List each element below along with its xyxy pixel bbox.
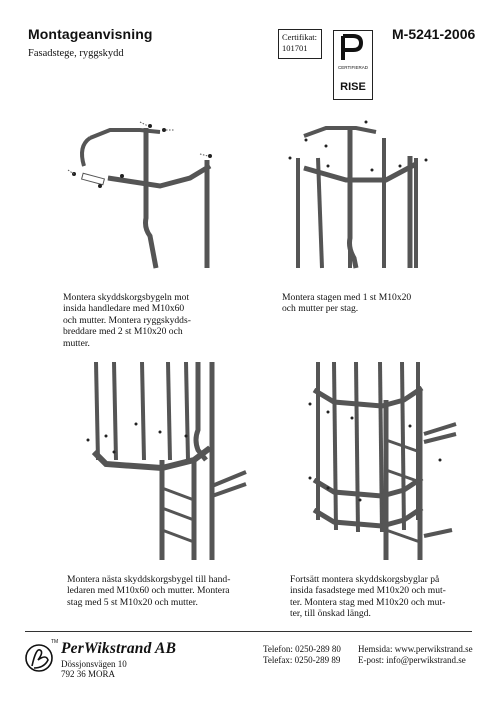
document-title: Montageanvisning <box>28 26 153 42</box>
step-4-caption-line: ter, till önskad längd. <box>290 608 371 620</box>
step-4-caption-line: Fortsätt montera skyddskorgsbyglar på <box>290 574 440 585</box>
step-4-illustration <box>300 360 465 565</box>
cert-logo-text: CERTIFIERAD <box>338 65 368 70</box>
company-address <box>61 659 127 679</box>
web-block <box>358 644 473 665</box>
step-3-caption <box>67 574 267 608</box>
step-4-caption-line: insida fasadstege med M10x20 och mut- <box>290 585 446 597</box>
phone-number: Telefon: 0250-289 80 <box>263 644 341 654</box>
step-1-caption-line: insida handledare med M10x60 <box>63 303 185 315</box>
step-2-caption-line: Montera stagen med 1 st M10x20 <box>282 292 412 303</box>
step-1-caption-line: breddare med 2 st M10x20 och <box>63 326 183 338</box>
website-link[interactable]: Hemsida: www.perwikstrand.se <box>358 644 473 654</box>
trademark-symbol: TM <box>51 639 59 645</box>
certificate-number: 101701 <box>282 43 308 53</box>
step-1-caption-line: Montera skyddskorgsbygeln mot <box>63 292 190 303</box>
email-link[interactable]: E-post: info@perwikstrand.se <box>358 654 466 665</box>
address-line-1: Dössjonsvägen 10 <box>61 659 127 669</box>
step-2-illustration <box>276 118 436 273</box>
fax-number: Telefax: 0250-289 89 <box>263 654 341 665</box>
step-1-caption-line: och mutter. Montera ryggskydds- <box>63 314 191 326</box>
step-1-caption <box>63 292 243 349</box>
step-3-caption-line: stag med 5 st M10x20 och mutter. <box>67 596 198 608</box>
certificate-label: Certifikat: <box>282 32 317 42</box>
step-3-caption-line: Montera nästa skyddskorgsbygel till hand- <box>67 574 231 585</box>
document-number: M-5241-2006 <box>392 26 476 42</box>
document-subtitle: Fasadstege, ryggskydd <box>28 48 124 59</box>
step-2-caption-line: och mutter per stag. <box>282 303 359 315</box>
step-1-illustration <box>60 118 235 273</box>
company-name: PerWikstrand AB <box>61 640 177 657</box>
step-4-caption <box>290 574 470 620</box>
step-3-illustration <box>86 360 256 565</box>
step-4-caption-line: ter. Montera stag med M10x20 och mut- <box>290 596 446 608</box>
cert-logo-org: RISE <box>340 81 366 93</box>
step-3-caption-line: ledaren med M10x60 och mutter. Montera <box>67 585 230 597</box>
certificate-box <box>278 29 322 59</box>
step-1-caption-line: mutter. <box>63 337 90 349</box>
step-2-caption <box>282 292 457 315</box>
footer-divider <box>25 631 472 632</box>
phone-block <box>263 644 341 665</box>
rise-certification-logo <box>333 30 373 100</box>
address-line-2: 792 36 MORA <box>61 669 116 679</box>
company-emblem-icon <box>24 640 60 676</box>
